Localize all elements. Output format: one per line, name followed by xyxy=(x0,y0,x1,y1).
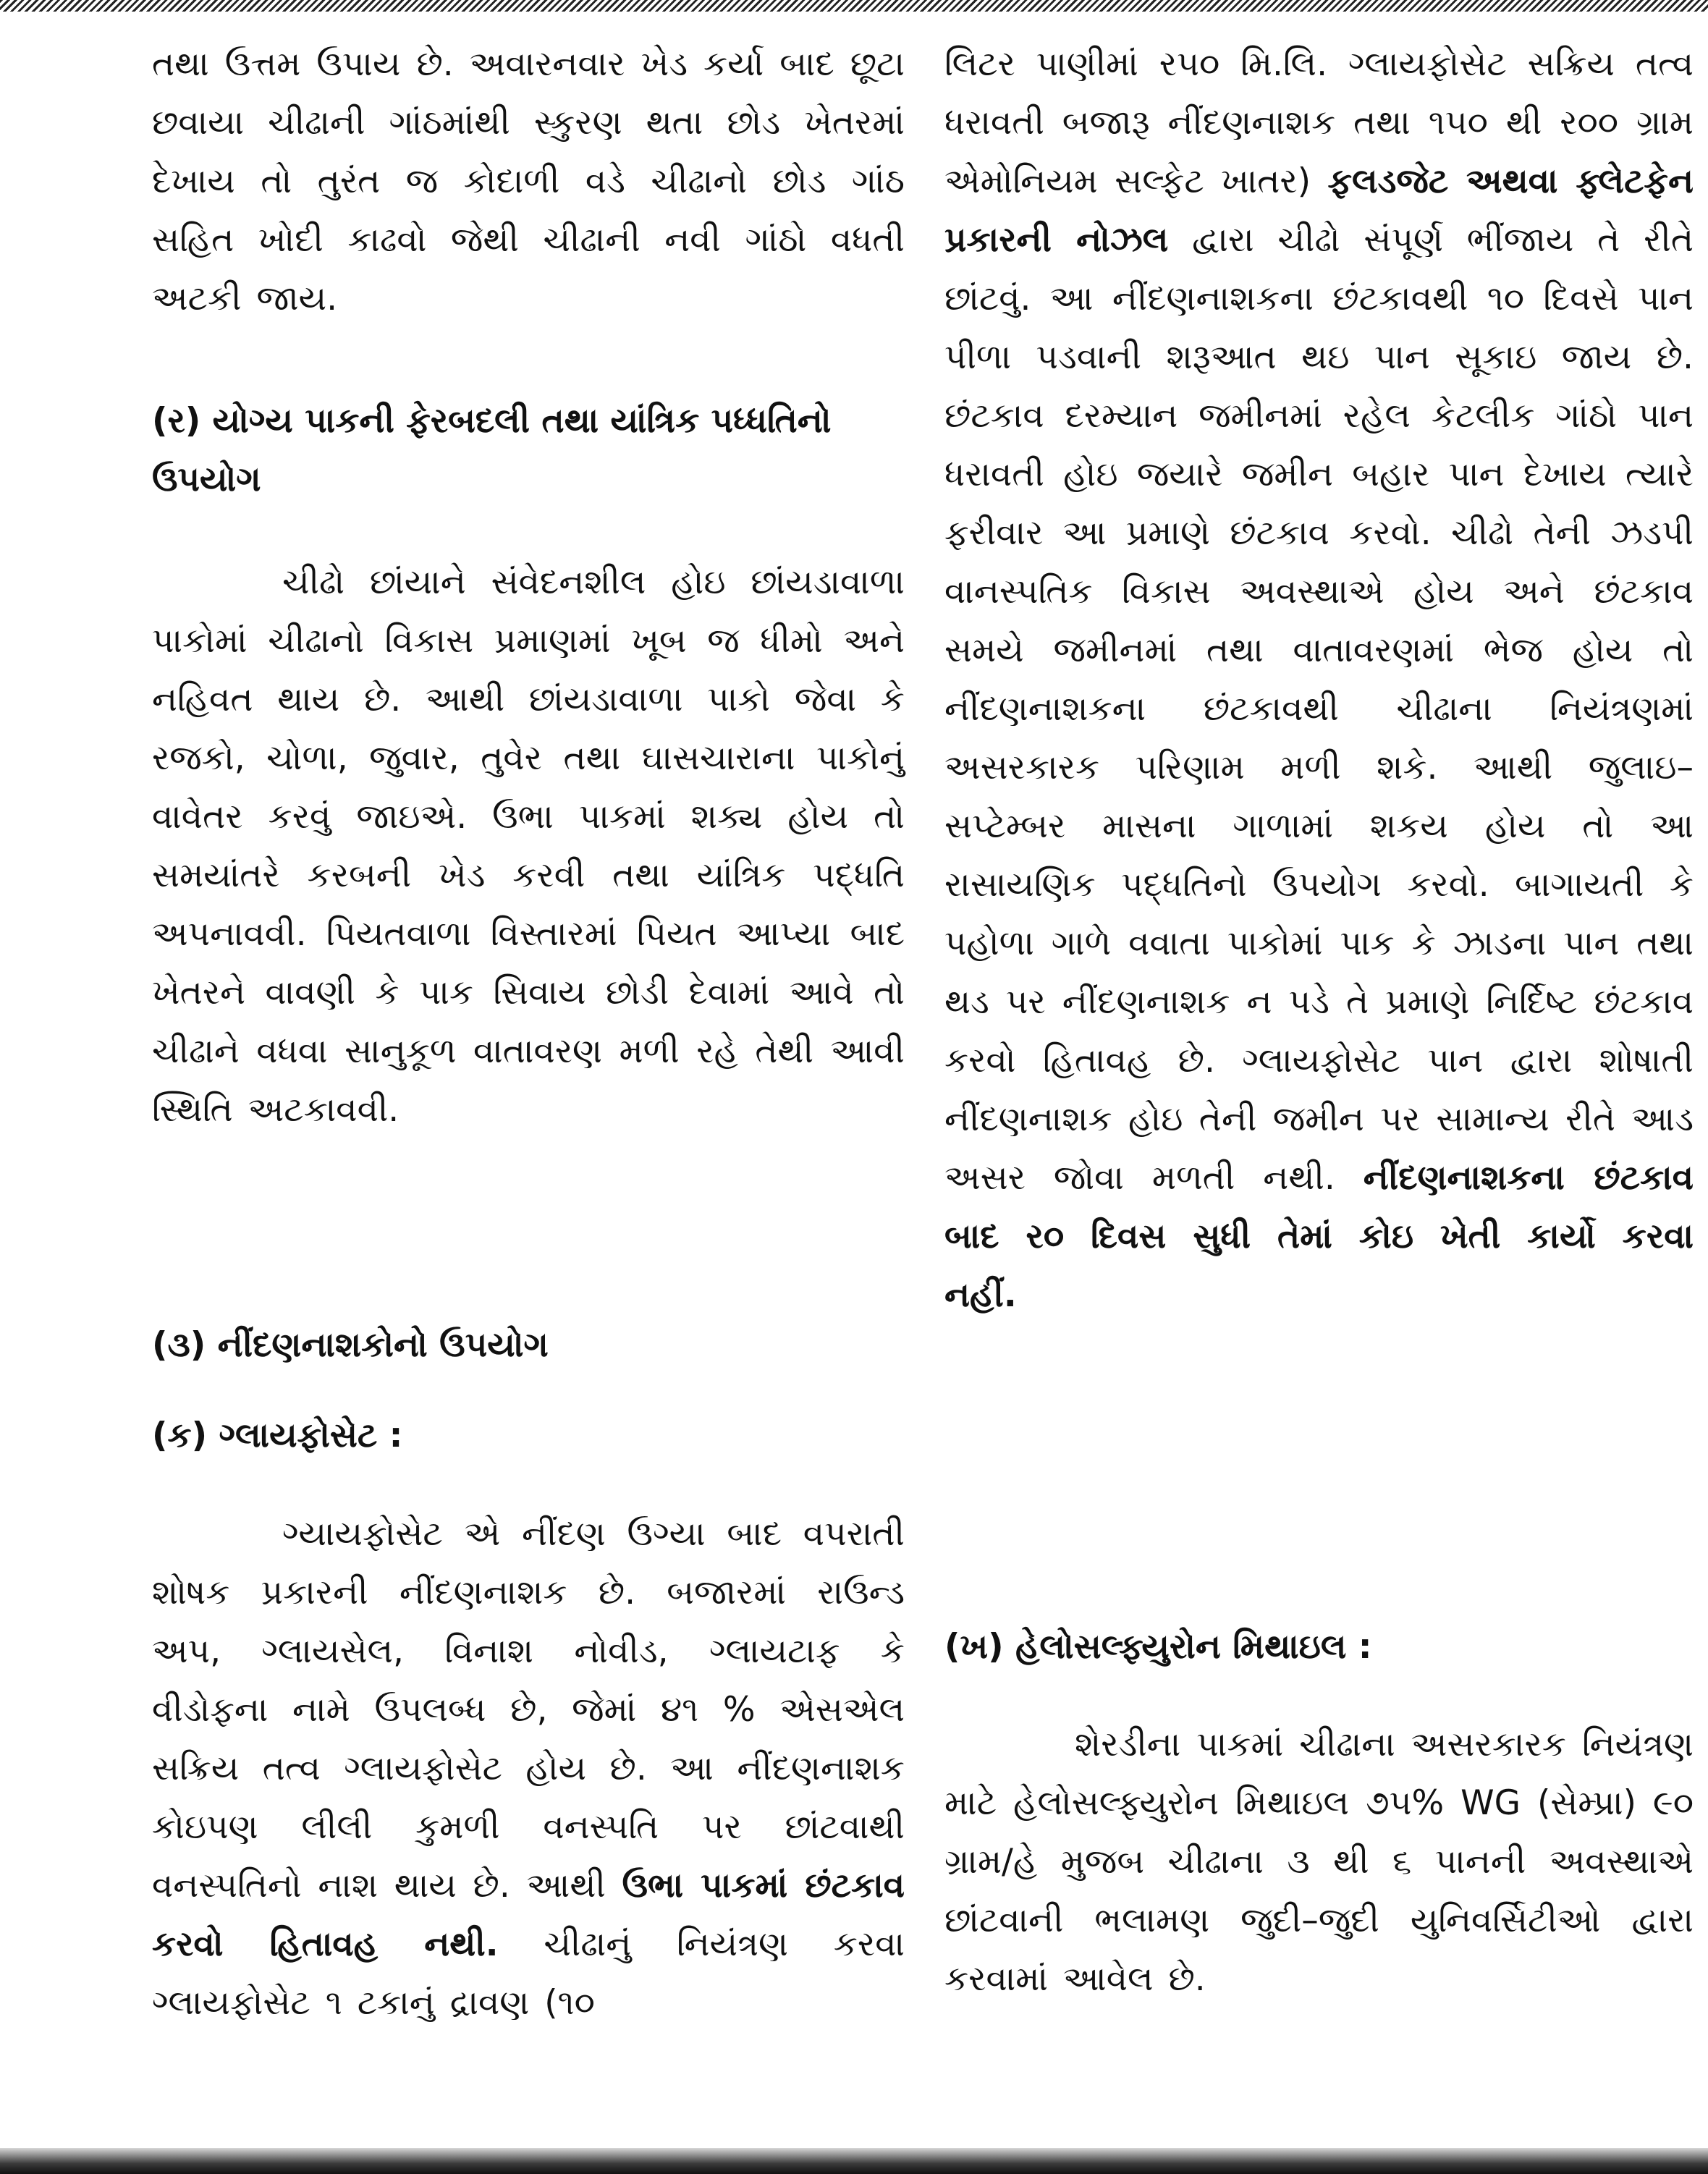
section-heading: (૩) નીંદણનાશકોનો ઉપયોગ xyxy=(152,1325,549,1365)
paragraph-bold-text: નીંદણનાશકના છંટકાવ બાદ ર૦ દિવસ સુધી તેમાં કોઇ ખેતી કાર્યો કરવા નહીં. xyxy=(944,1158,1694,1315)
paragraph: ચીઢો છાંયાને સંવેદનશીલ હોઇ છાંયડાવાળા પાકોમાં ચીઢાનો વિકાસ પ્રમાણમાં ખૂબ જ ધીમો અને નહિવત થાય છે. આથી છાંયડાવાળા પાકો જેવા કે રજકો, ચોળા, જુવાર, તુવેર તથા ઘાસચારાના પાકોનું વાવેતર કરવું જાઇએ. ઉભા પાકમાં શક્ય હોય તો સમયાંતરે કરબની ખેડ કરવી તથા યાંત્રિક પદ્ધતિ અપનાવવી. પિયતવાળા વિસ્તારમાં પિયત આપ્યા બાદ ખેતરને વાવણી કે પાક સિવાય છોડી દેવામાં આવે તો ચીઢાને વધવા સાનુકૂળ વાતાવરણ મળી રહે તેથી આવી સ્થિતિ અટકાવવી. xyxy=(152,562,905,1130)
paragraph: શેરડીના પાકમાં ચીઢાના અસરકારક નિયંત્રણ માટે હેલોસલ્ફ્યુરોન મિથાઇલ ૭૫% WG (સેમ્પ્રા) ૯૦ ગ્રામ/હે મુજબ ચીઢાના ૩ થી ૬ પાનની અવસ્થાએ છાંટવાની ભલામણ જુદી–જુદી યુનિવર્સિટીઓ દ્વારા કરવામાં આવેલ છે. xyxy=(944,1725,1694,1999)
paragraph xyxy=(944,35,1694,1324)
paragraph-bold-text: ઉભા પાકમાં છંટકાવ કરવો હિતાવહ નથી. xyxy=(152,1866,905,1964)
paragraph-text: લિટર પાણીમાં ર૫૦ મિ.લિ. ગ્લાયફોસેટ સક્રિય તત્વ ધરાવતી બજારૂ નીંદણનાશક તથા ૧૫૦ થી ર૦૦ ગ્રામ એમોનિયમ સલ્ફેટ ખાતર) xyxy=(944,44,1694,201)
paragraph-text: ગ્યાયફોસેટ એ નીંદણ ઉગ્યા બાદ વપરાતી શોષક પ્રકારની નીંદણનાશક છે. બજારમાં રાઉન્ડ અપ, ગ્લાયસેલ, વિનાશ નોવીડ, ગ્લાયટાફ કે વીડોફના નામે ઉપલબ્ધ છે, જેમાં ૪૧ % એસએલ સક્રિય તત્વ ગ્લાયફોસેટ હોય છે. આ નીંદણનાશક કોઇપણ લીલી કુમળી વનસ્પતિ પર છાંટવાથી વનસ્પતિનો નાશ થાય છે. આથી xyxy=(152,1514,905,1906)
paragraph-bold-text: ફલડજેટ અથવા ફ્લેટફેન પ્રકારની નોઝલ xyxy=(944,161,1694,260)
paragraph xyxy=(152,1505,905,2032)
section-heading: (ર) યોગ્ય પાકની ફેરબદલી તથા યાંત્રિક પધ્ધતિનો ઉપયોગ xyxy=(152,401,832,499)
subsection-heading: (ખ) હેલોસલ્ફ્યુરોન મિથાઇલ : xyxy=(944,1627,1372,1667)
subsection-heading: (ક) ગ્લાયફોસેટ : xyxy=(152,1416,403,1455)
paragraph-text: ચીઢાનું નિયંત્રણ કરવા ગ્લાયફોસેટ ૧ ટકાનું દ્રાવણ (૧૦ xyxy=(152,1924,905,2023)
paragraph-text: દ્વારા ચીઢો સંપૂર્ણ ભીંજાય તે રીતે છાંટવું. આ નીંદણનાશકના છંટકાવથી ૧૦ દિવસે પાન પીળા પડવાની શરૂઆત થઇ પાન સૂકાઇ જાય છે. છંટકાવ દરમ્યાન જમીનમાં રહેલ કેટલીક ગાંઠો પાન ધરાવતી હોઇ જયારે જમીન બહાર પાન દેખાય ત્યારે ફરીવાર આ પ્રમાણે છંટકાવ કરવો. ચીઢો તેની ઝડપી વાનસ્પતિક વિકાસ અવસ્થાએ હોય અને છંટકાવ સમયે જમીનમાં તથા વાતાવરણમાં ભેજ હોય તો નીંદણનાશકના છંટકાવથી ચીઢાના નિયંત્રણમાં અસરકારક પરિણામ મળી શકે. આથી જુલાઇ– સપ્ટેમ્બર માસના ગાળામાં શકય હોય તો આ રાસાયણિક પદ્ધતિનો ઉપયોગ કરવો. બાગાયતી કે પહોળા ગાળે વવાતા પાકોમાં પાક કે ઝાડના પાન તથા થડ પર નીંદણનાશક ન પડે તે પ્રમાણે નિર્દિષ્ટ છંટકાવ કરવો હિતાવહ છે. ગ્લાયફોસેટ પાન દ્વારા શોષાતી નીંદણનાશક હોઇ તેની જમીન પર સામાન્ય રીતે આડ અસર જોવા મળતી નથી. xyxy=(944,220,1694,1198)
scan-edge-top xyxy=(0,0,1708,12)
paragraph: તથા ઉત્તમ ઉપાય છે. અવારનવાર ખેડ કર્યા બાદ છૂટા છવાયા ચીઢાની ગાંઠમાંથી સ્કુરણ થતા છોડ ખેતરમાં દેખાય તો તુરંત જ કોદાળી વડે ચીઢાનો છોડ ગાંઠ સહિત ખોદી કાઢવો જેથી ચીઢાની નવી ગાંઠો વધતી અટકી જાય. xyxy=(152,44,905,318)
scan-edge-bottom xyxy=(0,2148,1708,2174)
